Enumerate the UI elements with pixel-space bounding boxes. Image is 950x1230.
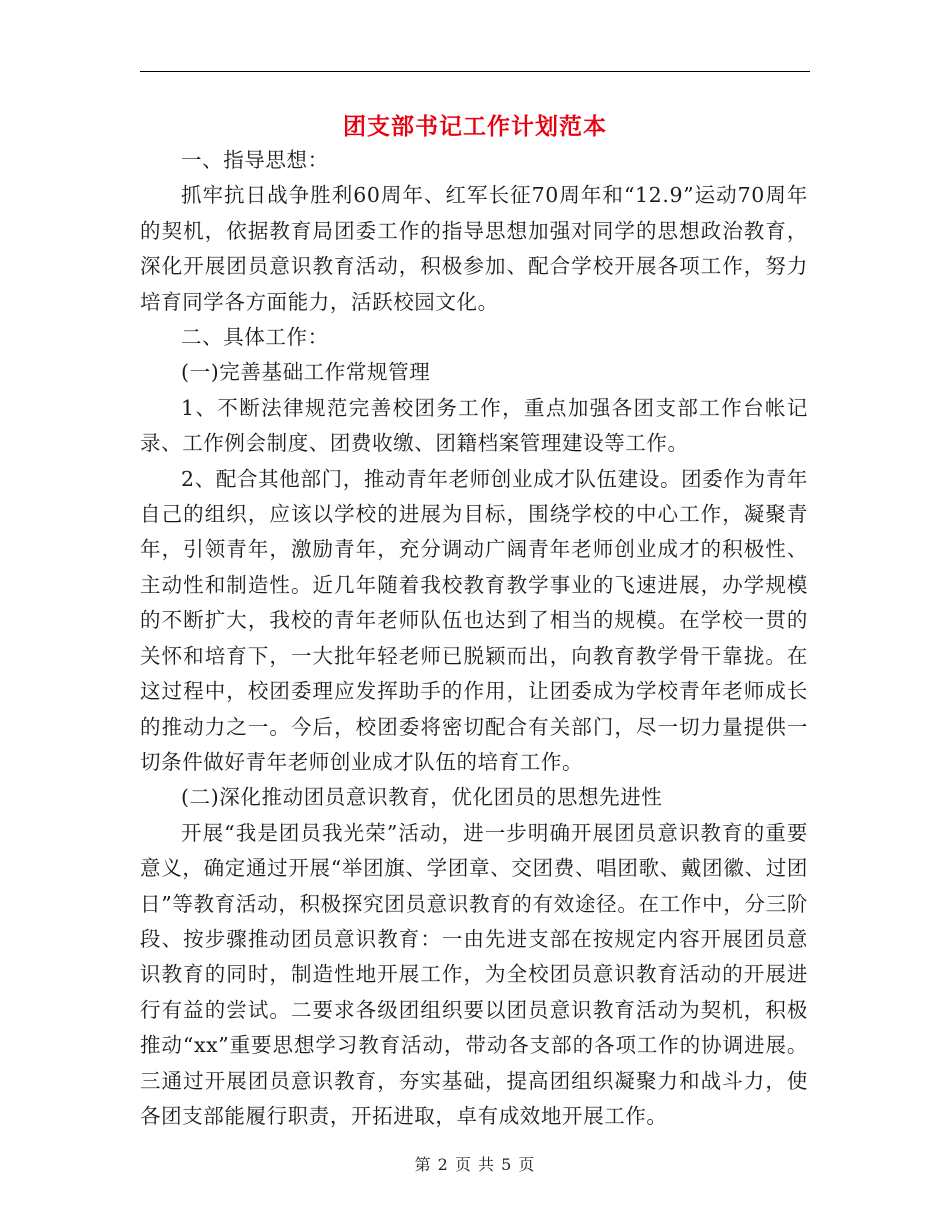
document-title: 团支部书记工作计划范本 [343, 114, 607, 140]
paragraph-member-education: 开展“我是团员我光荣”活动，进一步明确开展团员意识教育的重要意义，确定通过开展“举团旗、学团章、交团费、唱团歌、戴团徽、过团日”等教育活动，积极探究团员意识教育的有效途径。在工作中，分三阶段、按步骤推动团员意识教育：一由先进支部在按规定内容开展团员意识教育的同时，制造性地开展工作，为全校团员意识教育活动的开展进行有益的尝试。二要求各级团组织要以团员意识教育活动为契机，积极推动“xx”重要思想学习教育活动，带动各支部的各项工作的协调进展。三通过开展团员意识教育，夯实基础，提高团组织凝聚力和战斗力，使各团支部能履行职责，开拓进取，卓有成效地开展工作。 [140, 820, 808, 1128]
paragraph-item-1: 1、不断法律规范完善校团务工作，重点加强各团支部工作台帐记录、工作例会制度、团费收缴、团籍档案管理建设等工作。 [140, 395, 808, 456]
subsection-heading-basic-management: (一)完善基础工作常规管理 [181, 360, 431, 385]
page-number-footer: 第 2 页 共 5 页 [414, 1155, 536, 1174]
section-heading-guiding-thought: 一、指导思想： [181, 148, 329, 172]
subsection-heading-member-education: (二)深化推动团员意识教育，优化团员的思想先进性 [181, 785, 663, 810]
paragraph-item-2: 2、配合其他部门，推动青年老师创业成才队伍建设。团委作为青年自己的组织，应该以学校的进展为目标，围绕学校的中心工作，凝聚青年，引领青年，激励青年，充分调动广阔青年老师创业成才的积极性、主动性和制造性。近几年随着我校教育教学事业的飞速进展，办学规模的不断扩大，我校的青年老师队伍也达到了相当的规模。在学校一贯的关怀和培育下，一大批年轻老师已脱颖而出，向教育教学骨干靠拢。在这过程中，校团委理应发挥助手的作用，让团委成为学校青年老师成长的推动力之一。今后，校团委将密切配合有关部门，尽一切力量提供一切条件做好青年老师创业成才队伍的培育工作。 [140, 466, 808, 774]
document-body [140, 143, 808, 1134]
section-heading-specific-work: 二、具体工作： [181, 325, 329, 350]
header-rule [140, 71, 810, 72]
paragraph-guiding-thought: 抓牢抗日战争胜利60周年、红军长征70周年和“12.9”运动70周年的契机，依据教育局团委工作的指导思想加强对同学的思想政治教育，深化开展团员意识教育活动，积极参加、配合学校开展各项工作，努力培育同学各方面能力，活跃校园文化。 [140, 183, 808, 314]
